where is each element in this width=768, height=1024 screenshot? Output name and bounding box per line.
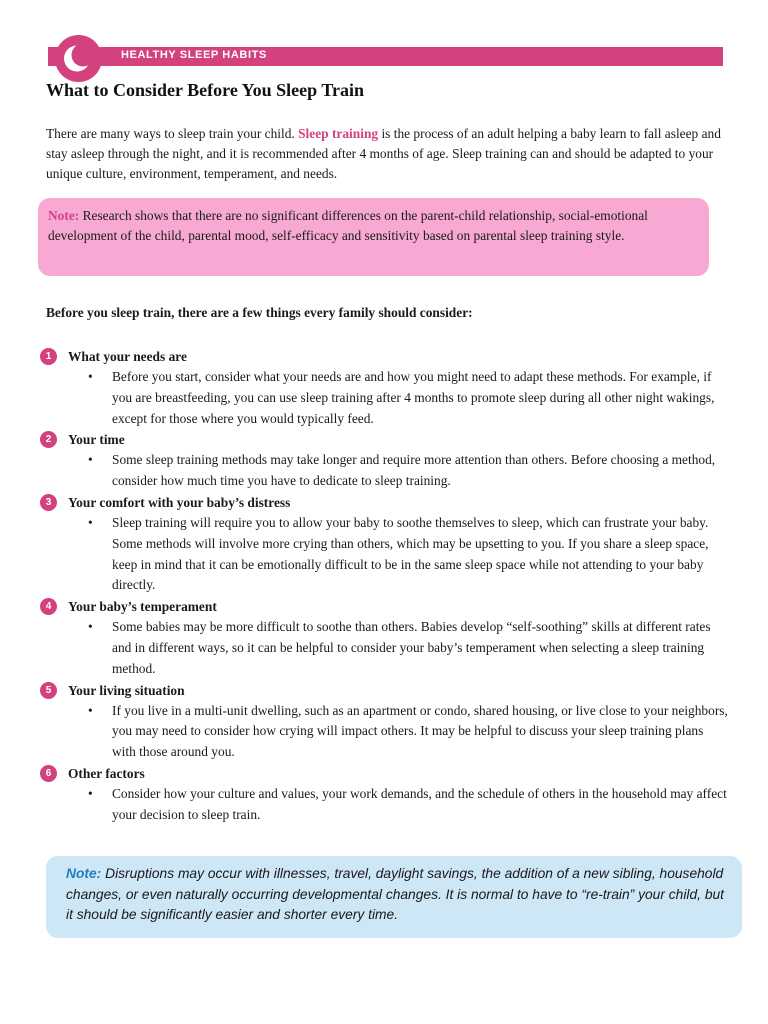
sleep-training-term: Sleep training	[298, 126, 379, 141]
bullet-icon: •	[88, 514, 93, 530]
item-title: Your living situation	[68, 682, 185, 698]
note-label: Note:	[66, 866, 102, 881]
crescent-moon-icon	[55, 35, 102, 82]
item-title: What your needs are	[68, 349, 187, 364]
number-badge: 4	[40, 598, 57, 615]
item-title: Your time	[68, 432, 125, 448]
banner-label: HEALTHY SLEEP HABITS	[121, 49, 267, 61]
bullet-icon: •	[88, 369, 93, 384]
retrain-note-box	[46, 856, 742, 938]
list-item	[40, 596, 730, 679]
item-title: Your comfort with your baby’s distress	[68, 494, 291, 510]
item-text: Some sleep training methods may take longer and require more attention than others. Before choosing a method, consider how much time you have to dedicate to sleep training.	[112, 452, 716, 489]
list-item	[40, 429, 730, 492]
intro-text-2: is the process of an adult helping a baby learn to fall asleep and stay asleep through the night, and it is recommended after 4 months of age. Sleep training can and should be adapted to your unique culture, environment, temperament, and needs.	[46, 126, 721, 181]
note-text: Disruptions may occur with illnesses, travel, daylight savings, the addition of a new sibling, household changes, or even naturally occurring developmental changes. It is normal to have to “re-train” your child, but it should be significantly easier and shorter every time.	[66, 866, 724, 922]
considerations-lead: Before you sleep train, there are a few things every family should consider:	[46, 305, 473, 320]
considerations-list	[40, 346, 730, 826]
note-text: Research shows that there are no significant differences on the parent-child relationship, social-emotional development of the child, parental mood, self-efficacy and sensitivity based on parental sleep training style.	[48, 208, 648, 244]
item-text: Consider how your culture and values, your work demands, and the schedule of others in the household may affect your decision to sleep train.	[112, 785, 727, 822]
list-item	[40, 763, 730, 826]
item-text: Before you start, consider what your needs are and how you might need to adapt these methods. For example, if you are breastfeeding, you can use sleep training after 4 months to promote sleep during all other night wakings, except for those where you would typically feed.	[112, 369, 715, 426]
item-title: Your baby’s temperament	[68, 599, 217, 615]
intro-text-1: There are many ways to sleep train your child.	[46, 126, 299, 141]
item-title: Other factors	[68, 765, 145, 781]
research-note-box	[38, 198, 709, 276]
number-badge: 1	[40, 348, 57, 365]
bullet-icon: •	[88, 619, 93, 635]
list-item	[40, 492, 730, 596]
bullet-icon: •	[88, 702, 93, 718]
note-label: Note:	[48, 208, 80, 223]
item-text: If you live in a multi-unit dwelling, such as an apartment or condo, shared housing, or live close to your neighbors, you may need to consider how crying will impact others. It may be helpful to discuss your sleep training plans with those around you.	[112, 702, 728, 760]
number-badge: 2	[40, 431, 57, 448]
number-badge: 3	[40, 494, 57, 511]
list-item	[40, 346, 730, 429]
number-badge: 5	[40, 682, 57, 699]
item-text: Sleep training will require you to allow your baby to soothe themselves to sleep, which can frustrate your baby. Some methods will involve more crying than others, which may be upsetting to you. If you share a sleep space, keep in mind that it can be emotionally difficult to be in the same sleep space while not attending to your baby directly.	[112, 514, 709, 593]
bullet-icon: •	[88, 452, 93, 468]
intro-paragraph	[46, 124, 726, 183]
item-text: Some babies may be more difficult to soothe than others. Babies develop “self-soothing” skills at different rates and in different ways, so it can be helpful to consider your baby’s temperament when selecting a sleep training method.	[112, 619, 711, 676]
bullet-icon: •	[88, 785, 93, 801]
page-title: What to Consider Before You Sleep Train	[46, 80, 365, 100]
list-item	[40, 680, 730, 763]
number-badge: 6	[40, 765, 57, 782]
